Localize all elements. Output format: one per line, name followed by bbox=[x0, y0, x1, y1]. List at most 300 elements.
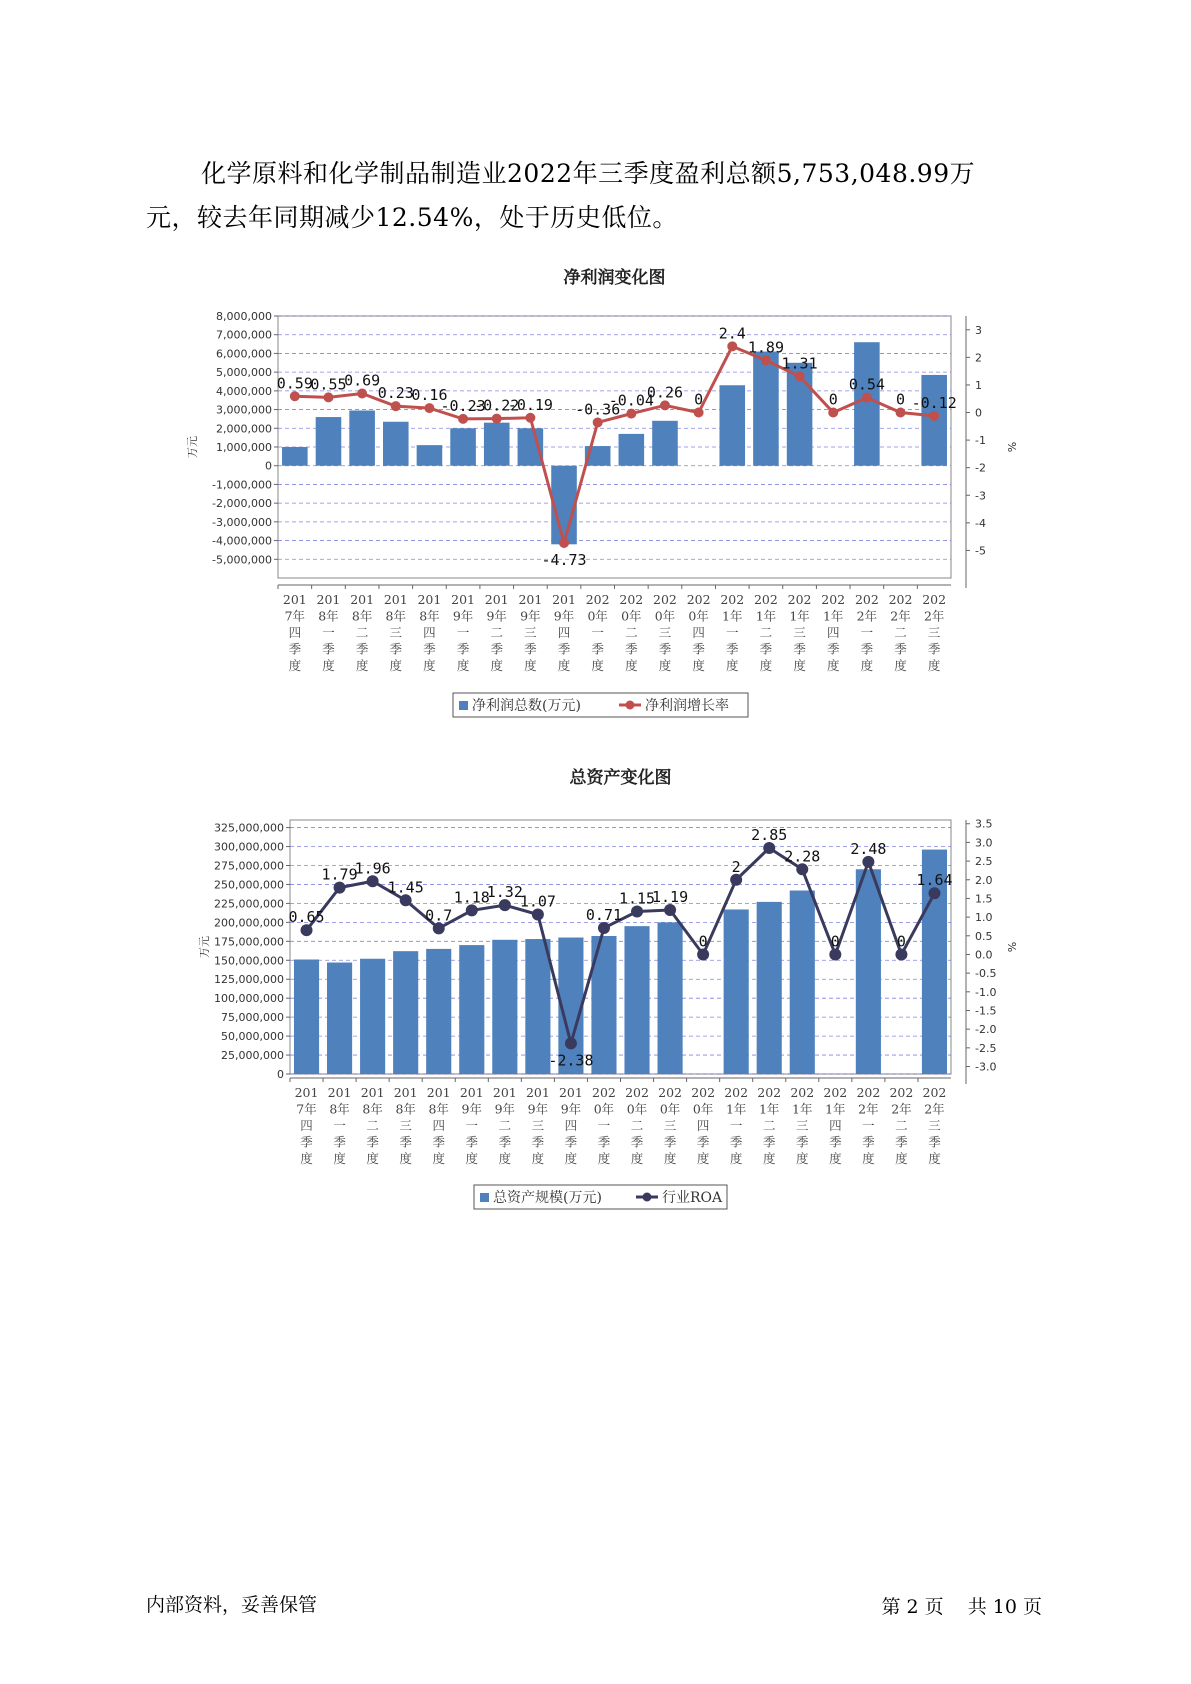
category-label: 8年 bbox=[362, 1101, 383, 1117]
data-label: 2.85 bbox=[751, 826, 788, 845]
category-label: 度 bbox=[894, 658, 907, 673]
category-label: 季 bbox=[389, 641, 403, 657]
bar bbox=[316, 417, 342, 466]
total-prefix: 共 bbox=[967, 1596, 987, 1618]
category-label: 202 bbox=[625, 1085, 649, 1100]
category-label: 9年 bbox=[553, 608, 575, 624]
y-tick-label: 0 bbox=[277, 1068, 284, 1081]
y2-tick-label: -2.0 bbox=[975, 1023, 997, 1037]
category-label: 度 bbox=[625, 658, 638, 673]
y2-tick-label: -3 bbox=[975, 489, 986, 503]
category-label: 2年 bbox=[858, 1101, 879, 1117]
y-tick-label: -3,000,000 bbox=[212, 515, 272, 529]
category-label: 四 bbox=[696, 1118, 710, 1133]
category-label: 二 bbox=[366, 1118, 379, 1133]
category-label: 201 bbox=[492, 1085, 517, 1100]
category-label: 季 bbox=[524, 641, 537, 657]
category-label: 202 bbox=[686, 592, 711, 607]
category-label: 201 bbox=[518, 592, 543, 607]
line-point bbox=[458, 414, 468, 424]
category-label: 三 bbox=[531, 1118, 545, 1133]
category-label: 8年 bbox=[329, 1101, 350, 1117]
y-tick-label: 200,000,000 bbox=[214, 916, 284, 930]
category-label: 度 bbox=[389, 658, 403, 673]
category-label: 四 bbox=[829, 1118, 842, 1133]
category-label: 8年 bbox=[419, 608, 440, 624]
category-label: 8年 bbox=[318, 608, 339, 624]
legend-bar-swatch bbox=[480, 1193, 489, 1202]
category-label: 三 bbox=[524, 625, 537, 640]
category-label: 二 bbox=[759, 625, 773, 640]
category-label: 四 bbox=[564, 1118, 578, 1133]
category-label: 度 bbox=[597, 1151, 611, 1166]
category-label: 202 bbox=[691, 1085, 716, 1100]
category-label: 度 bbox=[630, 1151, 644, 1166]
category-label: 季 bbox=[663, 1134, 677, 1150]
y-tick-label: -4,000,000 bbox=[212, 534, 272, 548]
y2-tick-label: -1 bbox=[975, 434, 986, 448]
category-label: 一 bbox=[322, 625, 335, 640]
category-label: 201 bbox=[316, 592, 341, 607]
net-profit-chart bbox=[0, 262, 1191, 724]
data-label: 0.54 bbox=[848, 375, 885, 394]
y-tick-label: 0 bbox=[265, 459, 272, 473]
category-label: 201 bbox=[484, 592, 509, 607]
line-point bbox=[290, 391, 300, 401]
category-label: 202 bbox=[922, 1085, 947, 1100]
data-label: 2.4 bbox=[718, 324, 746, 343]
category-label: 度 bbox=[729, 1151, 743, 1166]
category-label: 0年 bbox=[587, 608, 608, 624]
category-label: 度 bbox=[826, 658, 840, 673]
data-label: 1.18 bbox=[453, 888, 490, 907]
category-label: 季 bbox=[288, 641, 302, 657]
line-point bbox=[828, 408, 838, 418]
legend-bar-label: 总资产规模(万元) bbox=[493, 1190, 602, 1206]
category-label: 202 bbox=[889, 1085, 914, 1100]
y2-axis-label: % bbox=[1005, 441, 1018, 453]
data-label: 1.45 bbox=[387, 878, 424, 897]
category-label: 0年 bbox=[688, 608, 709, 624]
category-label: 四 bbox=[826, 625, 840, 640]
summary-line-1: 化学原料和化学制品制造业2022年三季度盈利总额5,753,048.99万 bbox=[201, 159, 976, 188]
data-label: -0.22 bbox=[474, 396, 520, 415]
category-label: 202 bbox=[790, 1085, 815, 1100]
category-label: 季 bbox=[729, 1134, 743, 1150]
category-label: 度 bbox=[927, 658, 941, 673]
y2-tick-label: -1.0 bbox=[975, 985, 997, 999]
category-label: 度 bbox=[793, 658, 806, 673]
line-point bbox=[862, 393, 872, 403]
bar bbox=[619, 434, 645, 466]
category-label: 二 bbox=[498, 1118, 512, 1133]
category-label: 二 bbox=[762, 1118, 776, 1133]
legend-line-label: 净利润增长率 bbox=[645, 698, 729, 714]
category-label: 0年 bbox=[626, 1101, 648, 1117]
category-label: 季 bbox=[928, 1134, 941, 1150]
y2-tick-label: -3.0 bbox=[975, 1060, 997, 1074]
y-tick-label: 225,000,000 bbox=[214, 897, 284, 911]
data-label: 1.89 bbox=[747, 338, 784, 357]
bar bbox=[757, 902, 782, 1074]
category-label: 度 bbox=[557, 658, 571, 673]
category-label: 三 bbox=[927, 625, 941, 640]
category-label: 三 bbox=[796, 1118, 809, 1133]
line-point bbox=[391, 401, 401, 411]
bar bbox=[790, 891, 815, 1074]
category-label: 季 bbox=[498, 1134, 512, 1150]
category-label: 202 bbox=[653, 592, 677, 607]
bar bbox=[360, 959, 385, 1074]
category-label: 9年 bbox=[494, 1101, 516, 1117]
category-label: 度 bbox=[663, 1151, 677, 1166]
category-label: 季 bbox=[692, 641, 705, 657]
category-label: 季 bbox=[894, 641, 907, 657]
category-label: 0年 bbox=[692, 1101, 714, 1117]
category-label: 度 bbox=[759, 658, 773, 673]
category-label: 季 bbox=[826, 641, 840, 657]
category-label: 2年 bbox=[923, 608, 945, 624]
category-label: 1年 bbox=[755, 608, 777, 624]
category-label: 一 bbox=[333, 1118, 346, 1133]
category-label: 度 bbox=[696, 1151, 710, 1166]
y2-tick-label: 0.0 bbox=[975, 948, 993, 962]
category-label: 季 bbox=[793, 641, 806, 657]
category-label: 度 bbox=[692, 658, 705, 673]
line-point bbox=[929, 411, 939, 421]
category-label: 一 bbox=[726, 625, 739, 640]
category-label: 202 bbox=[757, 1085, 782, 1100]
y-tick-label: 1,000,000 bbox=[216, 441, 272, 454]
category-label: 四 bbox=[300, 1118, 313, 1133]
category-label: 一 bbox=[465, 1118, 479, 1133]
category-label: 二 bbox=[625, 625, 638, 640]
legend-line-marker bbox=[626, 701, 635, 710]
data-label: 0.65 bbox=[288, 908, 325, 927]
y-tick-label: 75,000,000 bbox=[221, 1011, 284, 1025]
category-label: 2年 bbox=[891, 1101, 912, 1117]
bar bbox=[349, 411, 375, 466]
category-label: 季 bbox=[862, 1134, 875, 1150]
category-label: 度 bbox=[432, 1151, 445, 1166]
data-label: 0 bbox=[896, 932, 906, 951]
category-label: 202 bbox=[821, 592, 846, 607]
bar bbox=[450, 428, 476, 465]
data-label: 0.23 bbox=[377, 384, 414, 403]
category-label: 季 bbox=[564, 1134, 578, 1150]
category-label: 201 bbox=[552, 592, 576, 607]
data-label: 2.48 bbox=[850, 839, 887, 858]
category-label: 季 bbox=[490, 641, 503, 657]
y-tick-label: 6,000,000 bbox=[216, 347, 272, 361]
category-label: 三 bbox=[658, 625, 672, 640]
bar bbox=[492, 940, 517, 1074]
category-label: 0年 bbox=[621, 608, 642, 624]
y2-axis-label: % bbox=[1005, 941, 1018, 953]
bar bbox=[753, 352, 779, 466]
data-label: 1.64 bbox=[916, 871, 953, 890]
category-label: 二 bbox=[630, 1118, 644, 1133]
data-label: -0.23 bbox=[440, 396, 486, 415]
category-label: 2年 bbox=[924, 1101, 945, 1117]
data-label: 1.07 bbox=[519, 892, 556, 911]
data-label: -4.73 bbox=[541, 550, 587, 569]
category-label: 8年 bbox=[395, 1101, 416, 1117]
y-tick-label: 275,000,000 bbox=[214, 859, 284, 873]
y2-tick-label: -2 bbox=[975, 461, 986, 475]
y-tick-label: 250,000,000 bbox=[214, 878, 284, 892]
bar bbox=[724, 909, 749, 1074]
category-label: 四 bbox=[423, 625, 436, 640]
data-label: -2.38 bbox=[548, 1051, 594, 1070]
category-label: 201 bbox=[383, 592, 408, 607]
line-point bbox=[525, 413, 535, 423]
y-tick-label: 8,000,000 bbox=[216, 310, 272, 323]
y2-tick-label: 1 bbox=[975, 378, 982, 392]
category-label: 201 bbox=[393, 1085, 418, 1100]
y-axis-label: 万元 bbox=[198, 936, 211, 958]
data-label: 1.32 bbox=[486, 883, 523, 902]
category-label: 三 bbox=[389, 625, 403, 640]
line-point bbox=[559, 538, 569, 548]
category-label: 季 bbox=[762, 1134, 776, 1150]
y2-tick-label: -4 bbox=[975, 516, 986, 530]
category-label: 202 bbox=[585, 592, 610, 607]
summary-paragraph bbox=[146, 152, 1046, 240]
category-label: 季 bbox=[432, 1134, 445, 1150]
y2-tick-label: 0 bbox=[975, 406, 982, 420]
category-label: 季 bbox=[630, 1134, 644, 1150]
category-label: 201 bbox=[350, 592, 375, 607]
category-label: 201 bbox=[558, 1085, 583, 1100]
category-label: 2年 bbox=[890, 608, 911, 624]
page-unit: 页 bbox=[924, 1596, 944, 1618]
category-label: 201 bbox=[426, 1085, 451, 1100]
y2-tick-label: -1.5 bbox=[975, 1004, 997, 1018]
category-label: 季 bbox=[597, 1134, 611, 1150]
category-label: 度 bbox=[465, 1151, 479, 1166]
category-label: 度 bbox=[322, 658, 335, 673]
category-label: 9年 bbox=[452, 608, 474, 624]
category-label: 0年 bbox=[593, 1101, 615, 1117]
data-label: 1.31 bbox=[781, 354, 818, 373]
bar bbox=[652, 421, 678, 466]
bar bbox=[327, 963, 352, 1074]
category-label: 202 bbox=[753, 592, 778, 607]
line-point bbox=[694, 408, 704, 418]
y-tick-label: 2,000,000 bbox=[216, 422, 272, 436]
y2-tick-label: -2.5 bbox=[975, 1041, 997, 1055]
data-label: 0.69 bbox=[344, 371, 381, 390]
y-tick-label: 5,000,000 bbox=[216, 366, 272, 380]
line-point bbox=[357, 388, 367, 398]
line-point bbox=[896, 408, 906, 418]
category-label: 季 bbox=[423, 641, 436, 657]
category-label: 度 bbox=[928, 1151, 941, 1166]
category-label: 季 bbox=[456, 641, 470, 657]
data-label: 0 bbox=[896, 390, 906, 409]
category-label: 202 bbox=[592, 1085, 616, 1100]
bar bbox=[658, 922, 683, 1074]
line-point bbox=[323, 392, 333, 402]
category-label: 季 bbox=[333, 1134, 346, 1150]
category-label: 1年 bbox=[825, 1101, 846, 1117]
y2-tick-label: -5 bbox=[975, 544, 986, 558]
y-tick-label: 175,000,000 bbox=[214, 935, 284, 949]
category-label: 度 bbox=[658, 658, 672, 673]
category-label: 季 bbox=[557, 641, 571, 657]
total-assets-chart bbox=[0, 762, 1191, 1224]
data-label: 2 bbox=[731, 857, 741, 876]
y-tick-label: -2,000,000 bbox=[212, 497, 272, 511]
bar bbox=[525, 939, 550, 1074]
line-point bbox=[593, 417, 603, 427]
footer-page-indicator bbox=[879, 1592, 1045, 1619]
y2-tick-label: 2 bbox=[975, 351, 982, 365]
category-label: 季 bbox=[300, 1134, 313, 1150]
data-label: 0.71 bbox=[585, 905, 623, 924]
category-label: 201 bbox=[459, 1085, 484, 1100]
y-tick-label: 4,000,000 bbox=[216, 384, 272, 398]
line-point bbox=[492, 414, 502, 424]
category-label: 季 bbox=[829, 1134, 842, 1150]
summary-line-2: 元，较去年同期减少12.54%，处于历史低位。 bbox=[146, 203, 678, 232]
category-label: 1年 bbox=[789, 608, 810, 624]
y2-tick-label: 2.5 bbox=[975, 855, 993, 869]
y-tick-label: 25,000,000 bbox=[221, 1049, 284, 1063]
bar bbox=[426, 949, 451, 1074]
line-point bbox=[565, 1037, 577, 1049]
category-label: 一 bbox=[860, 625, 874, 640]
category-label: 二 bbox=[894, 625, 907, 640]
category-label: 202 bbox=[854, 592, 879, 607]
y-tick-label: 7,000,000 bbox=[216, 328, 272, 342]
category-label: 度 bbox=[333, 1151, 346, 1166]
y2-tick-label: 3.0 bbox=[975, 836, 993, 850]
bar bbox=[383, 422, 409, 466]
category-label: 季 bbox=[465, 1134, 479, 1150]
bar bbox=[393, 951, 418, 1074]
category-label: 201 bbox=[282, 592, 307, 607]
category-label: 1年 bbox=[758, 1101, 780, 1117]
category-label: 202 bbox=[724, 1085, 749, 1100]
category-label: 二 bbox=[355, 625, 369, 640]
y2-tick-label: 1.5 bbox=[975, 892, 993, 906]
category-label: 季 bbox=[895, 1134, 908, 1150]
category-label: 8年 bbox=[351, 608, 373, 624]
data-label: -0.12 bbox=[911, 393, 957, 412]
y-axis-label: 万元 bbox=[186, 436, 199, 458]
category-label: 四 bbox=[692, 625, 705, 640]
category-label: 1年 bbox=[792, 1101, 813, 1117]
category-label: 四 bbox=[432, 1118, 445, 1133]
category-label: 202 bbox=[888, 592, 913, 607]
data-label: -0.19 bbox=[507, 395, 553, 414]
category-label: 度 bbox=[895, 1151, 908, 1166]
category-label: 季 bbox=[355, 641, 369, 657]
data-label: 0 bbox=[694, 390, 704, 409]
category-label: 2年 bbox=[856, 608, 878, 624]
category-label: 9年 bbox=[520, 608, 541, 624]
y-tick-label: 50,000,000 bbox=[221, 1030, 284, 1044]
category-label: 季 bbox=[658, 641, 672, 657]
y-tick-label: 150,000,000 bbox=[214, 954, 284, 968]
category-label: 0年 bbox=[659, 1101, 681, 1117]
category-label: 9年 bbox=[560, 1101, 582, 1117]
data-label: 1.96 bbox=[354, 859, 391, 878]
category-label: 度 bbox=[564, 1151, 578, 1166]
category-label: 一 bbox=[591, 625, 604, 640]
bar bbox=[719, 385, 745, 465]
category-label: 201 bbox=[327, 1085, 352, 1100]
category-label: 1年 bbox=[822, 608, 844, 624]
data-label: -0.36 bbox=[575, 400, 621, 419]
category-label: 度 bbox=[490, 658, 503, 673]
category-label: 季 bbox=[860, 641, 874, 657]
data-label: 1.15 bbox=[618, 889, 656, 908]
bar bbox=[484, 423, 510, 466]
category-label: 201 bbox=[294, 1085, 319, 1100]
category-label: 度 bbox=[300, 1151, 313, 1166]
category-label: 一 bbox=[729, 1118, 743, 1133]
category-label: 季 bbox=[399, 1134, 412, 1150]
line-point bbox=[727, 341, 737, 351]
page-number: 2 bbox=[906, 1596, 919, 1618]
y-tick-label: -5,000,000 bbox=[212, 553, 272, 567]
category-label: 度 bbox=[498, 1151, 512, 1166]
category-label: 季 bbox=[796, 1134, 809, 1150]
category-label: 季 bbox=[366, 1134, 379, 1150]
category-label: 度 bbox=[524, 658, 537, 673]
category-label: 度 bbox=[762, 1151, 776, 1166]
chart-title: 总资产变化图 bbox=[569, 768, 672, 788]
bar bbox=[856, 869, 881, 1074]
legend-line-marker bbox=[643, 1193, 652, 1202]
category-label: 度 bbox=[288, 658, 302, 673]
category-label: 201 bbox=[525, 1085, 550, 1100]
category-label: 202 bbox=[720, 592, 745, 607]
category-label: 二 bbox=[895, 1118, 908, 1133]
category-label: 1年 bbox=[722, 608, 743, 624]
bar bbox=[294, 960, 319, 1074]
y2-tick-label: 1.0 bbox=[975, 911, 993, 925]
category-label: 度 bbox=[423, 658, 436, 673]
category-label: 度 bbox=[860, 658, 874, 673]
y-tick-label: 325,000,000 bbox=[214, 821, 284, 835]
legend-bar-label: 净利润总数(万元) bbox=[472, 698, 581, 714]
bar bbox=[624, 926, 649, 1074]
data-label: 0 bbox=[830, 932, 840, 951]
total-pages: 10 bbox=[992, 1596, 1017, 1618]
data-label: 0.55 bbox=[310, 375, 347, 394]
category-label: 度 bbox=[456, 658, 470, 673]
y-tick-label: 125,000,000 bbox=[214, 973, 284, 987]
category-label: 季 bbox=[759, 641, 773, 657]
bar bbox=[282, 447, 308, 466]
category-label: 度 bbox=[796, 1151, 809, 1166]
category-label: 四 bbox=[288, 625, 302, 640]
data-label: 0.59 bbox=[276, 374, 313, 393]
category-label: 一 bbox=[862, 1118, 875, 1133]
category-label: 7年 bbox=[284, 608, 306, 624]
category-label: 一 bbox=[456, 625, 470, 640]
category-label: 202 bbox=[823, 1085, 848, 1100]
total-unit: 页 bbox=[1022, 1596, 1042, 1618]
category-label: 9年 bbox=[527, 1101, 549, 1117]
category-label: 三 bbox=[928, 1118, 941, 1133]
y-tick-label: 3,000,000 bbox=[216, 403, 272, 417]
category-label: 202 bbox=[787, 592, 812, 607]
